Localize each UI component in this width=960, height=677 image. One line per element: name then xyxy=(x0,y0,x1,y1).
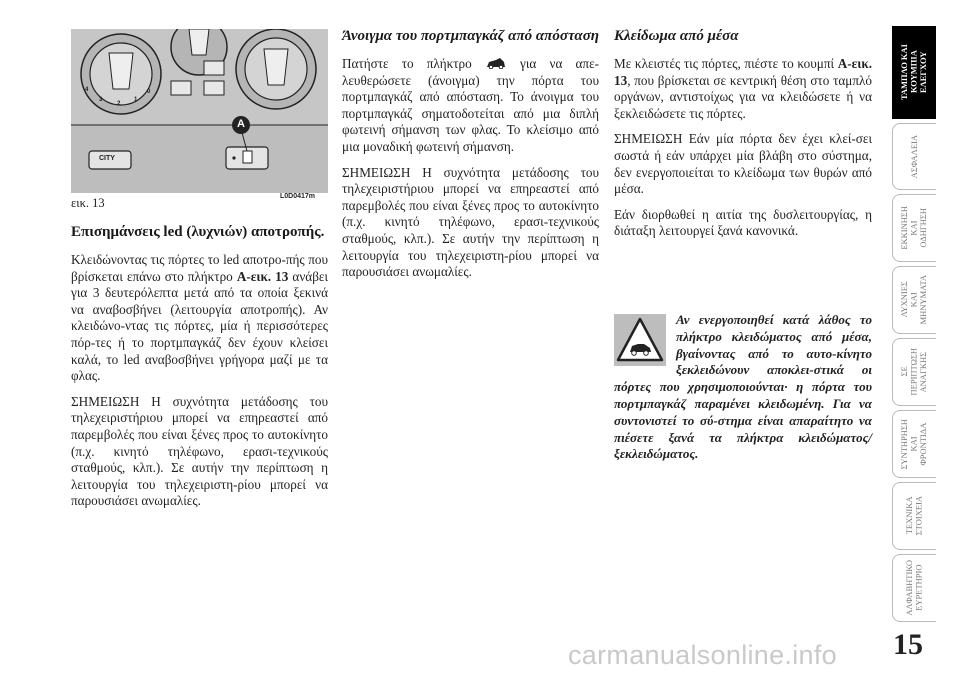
figure-caption: εικ. 13 xyxy=(71,196,105,210)
dial-number: 0 xyxy=(147,89,151,95)
dial-number: 4 xyxy=(85,87,89,93)
section-heading: Άνοιγμα του πορτμπαγκάζ από απόσταση xyxy=(342,28,600,44)
tab-safety[interactable]: ΑΣΦΑΛΕΙΑ xyxy=(892,123,936,190)
paragraph: Με κλειστές τις πόρτες, πιέστε το κουμπί A-εικ. 13, που βρίσκεται σε κεντρική θέση στο ταμπλό οργάνων, αντιστοίχως για να κλειδώσετε ή να ξεκλειδώσετε τις πόρτες. xyxy=(614,56,872,121)
column-3 xyxy=(614,26,872,249)
paragraph-note: ΣΗΜΕΙΩΣΗ Η συχνότητα μετάδοσης του τηλεχειριστήριου μπορεί να επηρεαστεί από παρεμβολές που είναι ξένες προς το αυτοκίνητο (π.χ. κινητό τηλέφωνο, ερασι-τεχνικούς σταθμούς, κλπ.). Σε αυτήν την περίπτωση η λειτουργία του τηλεχειριστη-ρίου μπορεί να παρουσιάσει ανωμαλίες. xyxy=(342,164,599,280)
warning-text: Αν ενεργοποιηθεί κατά λάθος το πλήκτρο κλειδώματος από μέσα, βγαίνοντας από το αυτο-κίνητο ξεκλειδώνουν αποκλει-στικά οι πόρτες που χρησιμοποιούνται· η πόρτα του πορτμπαγκάζ παραμένει κλειδωμένη. Για να συντονιστεί το σύ-στημα είναι απαραίτητο να πιέσετε ξανά τα πλήκτρα κλειδώματος/ξεκλειδώματος. xyxy=(614,312,872,462)
dial-number: 2 xyxy=(117,101,121,107)
figure-reference: A-εικ. 13 xyxy=(614,56,872,88)
column-2 xyxy=(342,26,599,290)
figure-reference: A-εικ. 13 xyxy=(236,268,289,284)
paragraph: Κλειδώνοντας τις πόρτες το led αποτρο-πής που βρίσκεται επάνω στο πλήκτρο A-εικ. 13 ανάβει για 3 δευτερόλεπτα μετά από τα οποία ξεκινά να αναβοσβήνει (λειτουργία αποτροπής). Αν κλειδώνο-ντας τις πόρτες, μία ή περισσότερες πόρ-τες ή το πορτμπαγκάζ δεν έχουν κλείσει καλά, το led αναβοσβήνει γρήγορα μαζί με τα φλας. xyxy=(71,252,328,384)
dial-number: 1 xyxy=(134,97,138,103)
city-button-label: CITY xyxy=(99,155,115,162)
tab-dashboard-controls[interactable]: ΤΑΜΠΛΟ ΚΑΙ ΚΟΥΜΠΙΑ ΕΛΕΓΧΟΥ xyxy=(892,26,936,119)
dashboard-illustration xyxy=(71,29,328,193)
paragraph: Πατήστε το πλήκτρο για να απε-λευθερώσετε (άνοιγμα) την πόρτα του πορτμπαγκάζ από απόσταση. Το άνοιγμα του πορτμπαγκάζ σηματοδοτείται από μια διπλή φωτεινή σήμανση των φλας. Το κλείσιμο από μια μοναδική φωτεινή σήμανση. xyxy=(342,56,600,154)
tab-lights-messages[interactable]: ΛΥΧΝΙΕΣ ΚΑΙ ΜΗΝΥΜΑΤΑ xyxy=(892,266,936,334)
tab-technical-data[interactable]: ΤΕΧΝΙΚΑ ΣΤΟΙΧΕΙΑ xyxy=(892,482,936,550)
section-heading: Επισημάνσεις led (λυχνιών) αποτροπής. xyxy=(71,224,325,240)
dial-number: 3 xyxy=(99,97,103,103)
column-1 xyxy=(71,222,328,519)
tab-index[interactable]: ΑΛΦΑΒΗΤΙΚΟ ΕΥΡΕΤΗΡΙΟ xyxy=(892,554,936,622)
paragraph-note: ΣΗΜΕΙΩΣΗ Η συχνότητα μετάδοσης του τηλεχειριστήριου μπορεί να επηρεαστεί από παρεμβολές που είναι ξένες προς το αυτοκίνητο (π.χ. κινητό τηλέφωνο, ερασι-τεχνικούς σταθμούς, κλπ.). Σε αυτήν την περίπτωση η λειτουργία του τηλεχειριστη-ρίου μπορεί να παρουσιάσει ανωμαλίες. xyxy=(71,393,328,509)
callout-label: A xyxy=(237,118,245,130)
paragraph-note: ΣΗΜΕΙΩΣΗ Εάν μία πόρτα δεν έχει κλεί-σει σωστά ή εάν υπάρχει μία βλάβη στο σύστημα, δεν ενεργοποιείται το κλείδωμα των θυρών από μέσα. xyxy=(614,131,872,197)
tab-emergency[interactable]: ΣΕ ΠΕΡΙΠΤΩΣΗ ΑΝΑΓΚΗΣ xyxy=(892,338,936,406)
tab-maintenance[interactable]: ΣΥΝΤΗΡΗΣΗ ΚΑΙ ΦΡΟΝΤΙΔΑ xyxy=(892,410,936,478)
warning-box xyxy=(614,312,872,472)
paragraph: Εάν διορθωθεί η αιτία της δυσλειτουργίας, η διάταξη λειτουργεί ξανά κανονικά. xyxy=(614,206,872,239)
section-heading: Κλείδωμα από μέσα xyxy=(614,28,739,44)
figure-dashboard-controls xyxy=(71,29,328,193)
page-number: 15 xyxy=(893,628,923,661)
trunk-open-icon xyxy=(485,57,507,69)
warning-triangle-car-icon xyxy=(614,314,666,366)
watermark: carmanualsonline.info xyxy=(568,640,837,670)
figure-code: L0D0417m xyxy=(280,193,316,200)
tab-starting-driving[interactable]: ΕΚΚΙΝΗΣΗ ΚΑΙ ΟΔΗΓΗΣΗ xyxy=(892,194,936,262)
